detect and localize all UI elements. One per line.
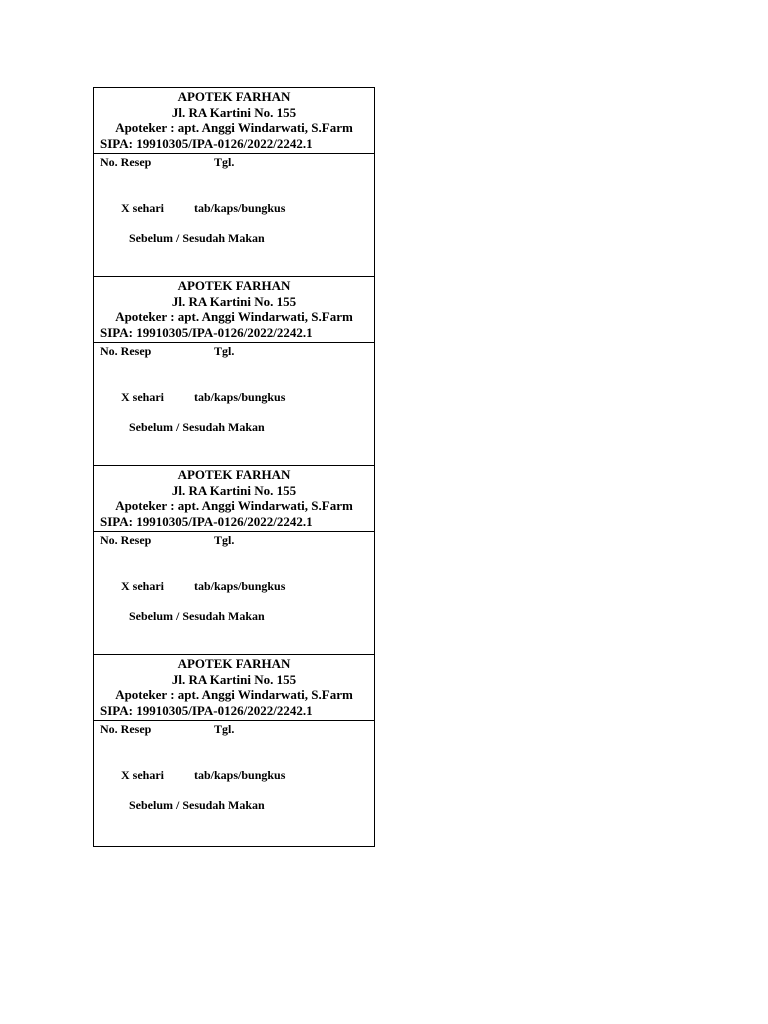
prescription-label <box>94 655 374 846</box>
meal-timing-label: Sebelum / Sesudah Makan <box>129 420 265 434</box>
store-name: APOTEK FARHAN <box>177 467 291 482</box>
label-header <box>94 466 374 532</box>
store-name: APOTEK FARHAN <box>177 278 291 293</box>
label-header <box>94 88 374 154</box>
times-per-day-label: X sehari <box>121 768 164 782</box>
sipa-number: SIPA: 19910305/IPA-0126/2022/2242.1 <box>100 513 313 529</box>
dose-unit-label: tab/kaps/bungkus <box>194 201 286 215</box>
date-label: Tgl. <box>214 344 235 358</box>
prescription-label <box>94 88 374 277</box>
times-per-day-label: X sehari <box>121 390 164 404</box>
prescription-number-label: No. Resep <box>100 155 152 169</box>
label-header <box>94 277 374 343</box>
dose-unit-label: tab/kaps/bungkus <box>194 768 286 782</box>
dose-unit-label: tab/kaps/bungkus <box>194 579 286 593</box>
prescription-number-label: No. Resep <box>100 722 152 736</box>
meal-timing-label: Sebelum / Sesudah Makan <box>129 231 265 245</box>
store-address: Jl. RA Kartini No. 155 <box>171 482 297 498</box>
store-address: Jl. RA Kartini No. 155 <box>171 104 297 120</box>
pharmacist-name: Apoteker : apt. Anggi Windarwati, S.Farm <box>115 309 353 324</box>
label-header <box>94 655 374 721</box>
store-name: APOTEK FARHAN <box>177 89 291 104</box>
dose-unit-label: tab/kaps/bungkus <box>194 390 286 404</box>
sipa-number: SIPA: 19910305/IPA-0126/2022/2242.1 <box>100 135 313 151</box>
times-per-day-label: X sehari <box>121 579 164 593</box>
sipa-number: SIPA: 19910305/IPA-0126/2022/2242.1 <box>100 702 313 718</box>
store-name: APOTEK FARHAN <box>177 656 291 671</box>
pharmacist-name: Apoteker : apt. Anggi Windarwati, S.Farm <box>115 120 353 135</box>
meal-timing-label: Sebelum / Sesudah Makan <box>129 798 265 812</box>
sipa-number: SIPA: 19910305/IPA-0126/2022/2242.1 <box>100 324 313 340</box>
label-body <box>94 154 374 276</box>
prescription-number-label: No. Resep <box>100 533 152 547</box>
prescription-label <box>94 277 374 466</box>
date-label: Tgl. <box>214 722 235 736</box>
meal-timing-label: Sebelum / Sesudah Makan <box>129 609 265 623</box>
pharmacist-name: Apoteker : apt. Anggi Windarwati, S.Farm <box>115 498 353 513</box>
prescription-number-label: No. Resep <box>100 344 152 358</box>
label-body <box>94 721 374 843</box>
date-label: Tgl. <box>214 155 235 169</box>
store-address: Jl. RA Kartini No. 155 <box>171 671 297 687</box>
label-body <box>94 532 374 654</box>
label-body <box>94 343 374 465</box>
prescription-label-sheet <box>93 87 375 847</box>
prescription-label <box>94 466 374 655</box>
times-per-day-label: X sehari <box>121 201 164 215</box>
store-address: Jl. RA Kartini No. 155 <box>171 293 297 309</box>
date-label: Tgl. <box>214 533 235 547</box>
pharmacist-name: Apoteker : apt. Anggi Windarwati, S.Farm <box>115 687 353 702</box>
